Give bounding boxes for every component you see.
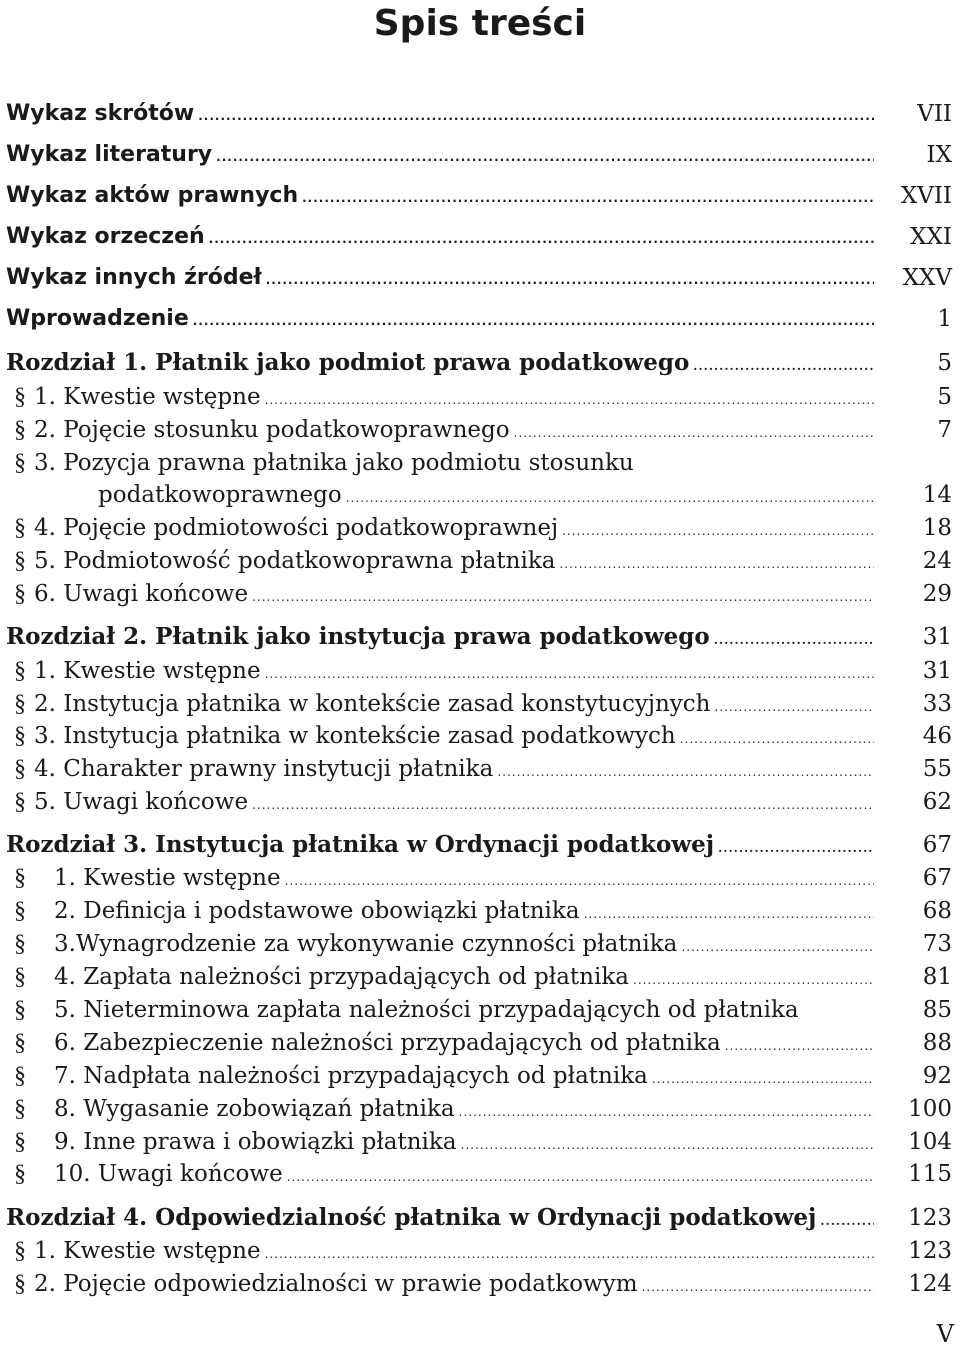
toc-page-number: XVII bbox=[900, 183, 952, 209]
section-sign-icon: § bbox=[14, 723, 26, 749]
toc-page-number: XXV bbox=[902, 265, 952, 291]
dot-leader bbox=[714, 691, 874, 723]
dot-leader bbox=[714, 624, 874, 656]
section-sign-icon: § bbox=[14, 515, 26, 541]
toc-entry bbox=[6, 1093, 874, 1125]
toc-entry-title: 1. Kwestie wstępne bbox=[34, 658, 261, 684]
toc-entry bbox=[6, 862, 874, 894]
toc-entry bbox=[6, 221, 874, 253]
section-sign-icon: § bbox=[14, 1129, 26, 1155]
toc-entry-title: 3.Wynagrodzenie za wykonywanie czynności płatnika bbox=[54, 931, 678, 957]
toc-entry-title: 6. Uwagi końcowe bbox=[34, 581, 249, 607]
toc-entry-title: 8. Wygasanie zobowiązań płatnika bbox=[54, 1096, 455, 1122]
dot-leader bbox=[252, 581, 874, 613]
toc-page-number: 100 bbox=[908, 1096, 952, 1122]
toc-page-number: 73 bbox=[922, 931, 952, 957]
toc-entry bbox=[6, 994, 874, 1026]
dot-leader bbox=[459, 1096, 874, 1128]
toc-page-number: 33 bbox=[922, 691, 952, 717]
toc-entry-title: 2. Instytucja płatnika w kontekście zasad konstytucyjnych bbox=[34, 691, 711, 717]
toc-entry bbox=[6, 512, 874, 544]
toc-page-number: XXI bbox=[910, 224, 952, 250]
toc-entry-title: 4. Pojęcie podmiotowości podatkowoprawnej bbox=[34, 515, 559, 541]
section-sign-icon: § bbox=[14, 931, 26, 957]
toc-page-number: 81 bbox=[922, 964, 952, 990]
toc-entry bbox=[6, 1235, 874, 1267]
toc-page-number: 124 bbox=[908, 1271, 952, 1297]
toc-entry bbox=[6, 961, 874, 993]
section-sign-icon: § bbox=[14, 1063, 26, 1089]
dot-leader bbox=[681, 931, 874, 963]
toc-entry-title: 2. Pojęcie stosunku podatkowoprawnego bbox=[34, 417, 510, 443]
toc-page-number: 88 bbox=[922, 1030, 952, 1056]
toc-entry bbox=[6, 655, 874, 687]
toc-entry bbox=[6, 381, 874, 413]
toc-page-number: 62 bbox=[922, 789, 952, 815]
section-sign-icon: § bbox=[14, 581, 26, 607]
dot-leader bbox=[680, 723, 874, 755]
section-sign-icon: § bbox=[14, 384, 26, 410]
dot-leader bbox=[642, 1271, 874, 1303]
toc-entry bbox=[6, 688, 874, 720]
toc-page-number: 7 bbox=[937, 417, 952, 443]
section-sign-icon: § bbox=[14, 865, 26, 891]
dot-leader bbox=[266, 264, 874, 296]
toc-page-number: 123 bbox=[908, 1238, 952, 1264]
page-title: Spis treści bbox=[373, 3, 587, 44]
toc-entry bbox=[6, 479, 874, 511]
toc-page-number: 14 bbox=[922, 482, 952, 508]
dot-leader bbox=[559, 548, 874, 580]
toc-entry-title: Rozdział 1. Płatnik jako podmiot prawa podatkowego bbox=[6, 349, 690, 376]
toc-page-number: 67 bbox=[922, 865, 952, 891]
toc-entry bbox=[6, 303, 874, 335]
toc-entry-title: Rozdział 4. Odpowiedzialność płatnika w Ordynacji podatkowej bbox=[6, 1204, 817, 1231]
toc-entry-title: podatkowoprawnego bbox=[98, 482, 342, 508]
toc-page-number: 31 bbox=[922, 658, 952, 684]
dot-leader bbox=[265, 384, 874, 416]
toc-entry-title: 2. Definicja i podstawowe obowiązki płatnika bbox=[54, 898, 580, 924]
section-sign-icon: § bbox=[14, 997, 26, 1023]
dot-leader bbox=[265, 658, 874, 690]
toc-entry-title: Wykaz literatury bbox=[6, 142, 213, 167]
toc-page-number: 46 bbox=[922, 723, 952, 749]
section-sign-icon: § bbox=[14, 658, 26, 684]
toc-entry bbox=[6, 262, 874, 294]
toc-page-number: 67 bbox=[922, 832, 952, 858]
section-sign-icon: § bbox=[14, 1096, 26, 1122]
page-folio: V bbox=[936, 1320, 954, 1348]
dot-leader bbox=[693, 350, 874, 382]
toc-page-number: VII bbox=[917, 101, 952, 127]
dot-leader bbox=[514, 417, 874, 449]
toc-entry-title: Rozdział 3. Instytucja płatnika w Ordynacji podatkowej bbox=[6, 831, 715, 858]
section-sign-icon: § bbox=[14, 548, 26, 574]
toc-entry bbox=[6, 1158, 874, 1190]
section-sign-icon: § bbox=[14, 964, 26, 990]
toc-entry bbox=[6, 578, 874, 610]
toc-page-number: 85 bbox=[922, 997, 952, 1023]
toc-page-number: 31 bbox=[922, 624, 952, 650]
toc-page-number: 68 bbox=[922, 898, 952, 924]
section-sign-icon: § bbox=[14, 1161, 26, 1187]
dot-leader bbox=[209, 223, 874, 255]
dot-leader bbox=[562, 515, 874, 547]
toc-entry bbox=[6, 895, 874, 927]
section-sign-icon: § bbox=[14, 756, 26, 782]
toc-entry bbox=[6, 1202, 874, 1234]
dot-leader bbox=[287, 1161, 874, 1193]
toc-page-number: 104 bbox=[908, 1129, 952, 1155]
toc-entry-title: Wykaz skrótów bbox=[6, 101, 195, 126]
toc-entry-title: 4. Charakter prawny instytucji płatnika bbox=[34, 756, 494, 782]
toc-entry-title: 1. Kwestie wstępne bbox=[34, 384, 261, 410]
toc-page-number: 1 bbox=[937, 306, 952, 332]
toc-entry-title: 3. Pozycja prawna płatnika jako podmiotu stosunku bbox=[34, 450, 634, 476]
toc-entry-title: 5. Podmiotowość podatkowoprawna płatnika bbox=[34, 548, 556, 574]
toc-entry-title: 7. Nadpłata należności przypadających od płatnika bbox=[54, 1063, 648, 1089]
toc-entry-title: 5. Uwagi końcowe bbox=[34, 789, 249, 815]
section-sign-icon: § bbox=[14, 691, 26, 717]
dot-leader bbox=[497, 756, 874, 788]
toc-entry bbox=[6, 1060, 874, 1092]
toc-entry-title: 3. Instytucja płatnika w kontekście zasad podatkowych bbox=[34, 723, 676, 749]
toc-page-number: 123 bbox=[908, 1205, 952, 1231]
dot-leader bbox=[346, 482, 874, 514]
toc-page-number: 115 bbox=[908, 1161, 952, 1187]
toc-page-number: 29 bbox=[922, 581, 952, 607]
toc-entry bbox=[6, 98, 874, 130]
toc-entry-title: 6. Zabezpieczenie należności przypadających od płatnika bbox=[54, 1030, 721, 1056]
toc-entry bbox=[6, 347, 874, 379]
toc-page-number: 24 bbox=[922, 548, 952, 574]
section-sign-icon: § bbox=[14, 417, 26, 443]
toc-page-number: 5 bbox=[937, 350, 952, 376]
toc-page-number: 18 bbox=[922, 515, 952, 541]
toc-entry bbox=[6, 1268, 874, 1300]
section-sign-icon: § bbox=[14, 898, 26, 924]
toc-entry-title: 2. Pojęcie odpowiedzialności w prawie podatkowym bbox=[34, 1271, 638, 1297]
dot-leader bbox=[216, 141, 874, 173]
dot-leader bbox=[725, 1030, 874, 1062]
dot-leader bbox=[461, 1129, 874, 1161]
toc-entry-title: Wykaz orzeczeń bbox=[6, 224, 205, 249]
section-sign-icon: § bbox=[14, 450, 26, 476]
toc-entry-title: 9. Inne prawa i obowiązki płatnika bbox=[54, 1129, 457, 1155]
toc-page-number: 92 bbox=[922, 1063, 952, 1089]
toc-entry-title: Wykaz innych źródeł bbox=[6, 265, 262, 290]
toc-entry-title: 4. Zapłata należności przypadających od płatnika bbox=[54, 964, 629, 990]
toc-entry-title: 1. Kwestie wstępne bbox=[34, 1238, 261, 1264]
dot-leader bbox=[265, 1238, 874, 1270]
dot-leader bbox=[198, 100, 874, 132]
toc-entry bbox=[6, 1126, 874, 1158]
toc-entry bbox=[6, 829, 874, 861]
toc-entry-title: 5. Nieterminowa zapłata należności przypadających od płatnika bbox=[54, 997, 799, 1023]
toc-entry bbox=[6, 720, 874, 752]
toc-page-number: IX bbox=[926, 142, 952, 168]
dot-leader bbox=[285, 865, 874, 897]
toc-entry bbox=[6, 1027, 874, 1059]
toc-entry bbox=[6, 180, 874, 212]
dot-leader bbox=[820, 1205, 874, 1237]
section-sign-icon: § bbox=[14, 1030, 26, 1056]
toc-entry bbox=[6, 786, 874, 818]
dot-leader bbox=[302, 182, 874, 214]
dot-leader bbox=[652, 1063, 874, 1095]
toc-entry bbox=[6, 621, 874, 653]
section-sign-icon: § bbox=[14, 789, 26, 815]
dot-leader bbox=[584, 898, 874, 930]
toc-entry bbox=[6, 447, 874, 479]
dot-leader bbox=[252, 789, 874, 821]
toc-entry bbox=[6, 753, 874, 785]
toc-entry-title: Wprowadzenie bbox=[6, 306, 189, 331]
section-sign-icon: § bbox=[14, 1238, 26, 1264]
toc-entry bbox=[6, 545, 874, 577]
toc-entry bbox=[6, 928, 874, 960]
dot-leader bbox=[633, 964, 874, 996]
dot-leader bbox=[193, 305, 874, 337]
toc-page-number: 55 bbox=[922, 756, 952, 782]
dot-leader bbox=[718, 832, 874, 864]
section-sign-icon: § bbox=[14, 1271, 26, 1297]
toc-entry bbox=[6, 414, 874, 446]
toc-page-number: 5 bbox=[937, 384, 952, 410]
toc-entry-title: 1. Kwestie wstępne bbox=[54, 865, 281, 891]
toc-entry-title: Rozdział 2. Płatnik jako instytucja prawa podatkowego bbox=[6, 623, 710, 650]
toc-entry-title: 10. Uwagi końcowe bbox=[54, 1161, 283, 1187]
toc-entry bbox=[6, 139, 874, 171]
toc-entry-title: Wykaz aktów prawnych bbox=[6, 183, 299, 208]
